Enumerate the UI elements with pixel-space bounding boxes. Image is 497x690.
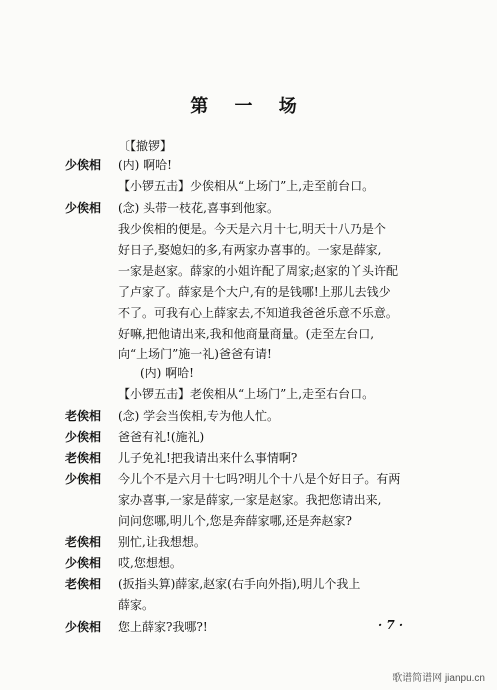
dialogue-line: 好日子,娶媳妇的多,有两家办喜事的。一家是薛家,	[118, 243, 382, 257]
dialogue-line: (念) 学会当俟相,专为他人忙。	[118, 409, 279, 423]
dialogue-line: 一家是赵家。薛家的小姐许配了周家;赵家的丫头许配	[118, 264, 399, 278]
stage-direction: 【小锣五击】老俟相从“上场门”上,走至右台口。	[118, 387, 375, 401]
dialogue-line: 问问您哪,明儿个,您是奔薛家哪,还是奔赵家?	[118, 514, 352, 528]
dialogue-line: 薛家。	[118, 598, 155, 612]
dialogue-line: 好嘛,把他请出来,我和他商量商量。(走至左台口,	[118, 327, 375, 341]
speaker-label: 老俟相	[65, 409, 102, 423]
speaker-label: 老俟相	[65, 577, 102, 591]
dialogue-line: (念) 头带一枝花,喜事到他家。	[118, 201, 279, 215]
dialogue-line: 家办喜事,一家是薛家,一家是赵家。我把您请出来,	[118, 493, 382, 507]
dialogue-line: 我少俟相的便是。今天是六月十七,明天十八乃是个	[118, 222, 386, 236]
dialogue-line: (扳指头算)薛家,赵家(右手向外指),明儿个我上	[118, 577, 361, 591]
dialogue-line: (内) 啊哈!	[140, 366, 195, 380]
dialogue-line: 今儿个不是六月十七吗?明儿个十八是个好日子。有两	[118, 472, 401, 486]
dialogue-line: 了卢家了。薛家是个大户,有的是钱哪!上那儿去钱少	[118, 285, 391, 299]
dialogue-line: 爸爸有礼!(施礼)	[118, 430, 205, 444]
dialogue-line: (内) 啊哈!	[118, 158, 173, 172]
speaker-label: 老俟相	[65, 451, 102, 465]
dialogue-line: 哎,您想想。	[118, 556, 182, 570]
stage-direction: 〔【撤锣】	[118, 139, 173, 153]
page-number: · 7 ·	[378, 618, 404, 632]
speaker-label: 少俟相	[65, 620, 102, 634]
watermark: 歌谱简谱网 jianpu.cn	[392, 673, 485, 684]
speaker-label: 老俟相	[65, 535, 102, 549]
speaker-label: 少俟相	[65, 201, 102, 215]
speaker-label: 少俟相	[65, 472, 102, 486]
dialogue-line: 别忙,让我想想。	[118, 535, 206, 549]
speaker-label: 少俟相	[65, 430, 102, 444]
speaker-label: 少俟相	[65, 556, 102, 570]
dialogue-line: 儿子免礼!把我请出来什么事情啊?	[118, 451, 298, 465]
stage-direction: 【小锣五击】少俟相从“上场门”上,走至前台口。	[118, 179, 375, 193]
dialogue-line: 您上薛家?我哪?!	[118, 620, 208, 634]
dialogue-line: 不了。可我有心上薛家去,不知道我爸爸乐意不乐意。	[118, 306, 398, 320]
scene-title: 第 一 场	[190, 96, 307, 117]
speaker-label: 少俟相	[65, 158, 102, 172]
dialogue-line: 向“上场门”施一礼)爸爸有请!	[118, 347, 272, 361]
